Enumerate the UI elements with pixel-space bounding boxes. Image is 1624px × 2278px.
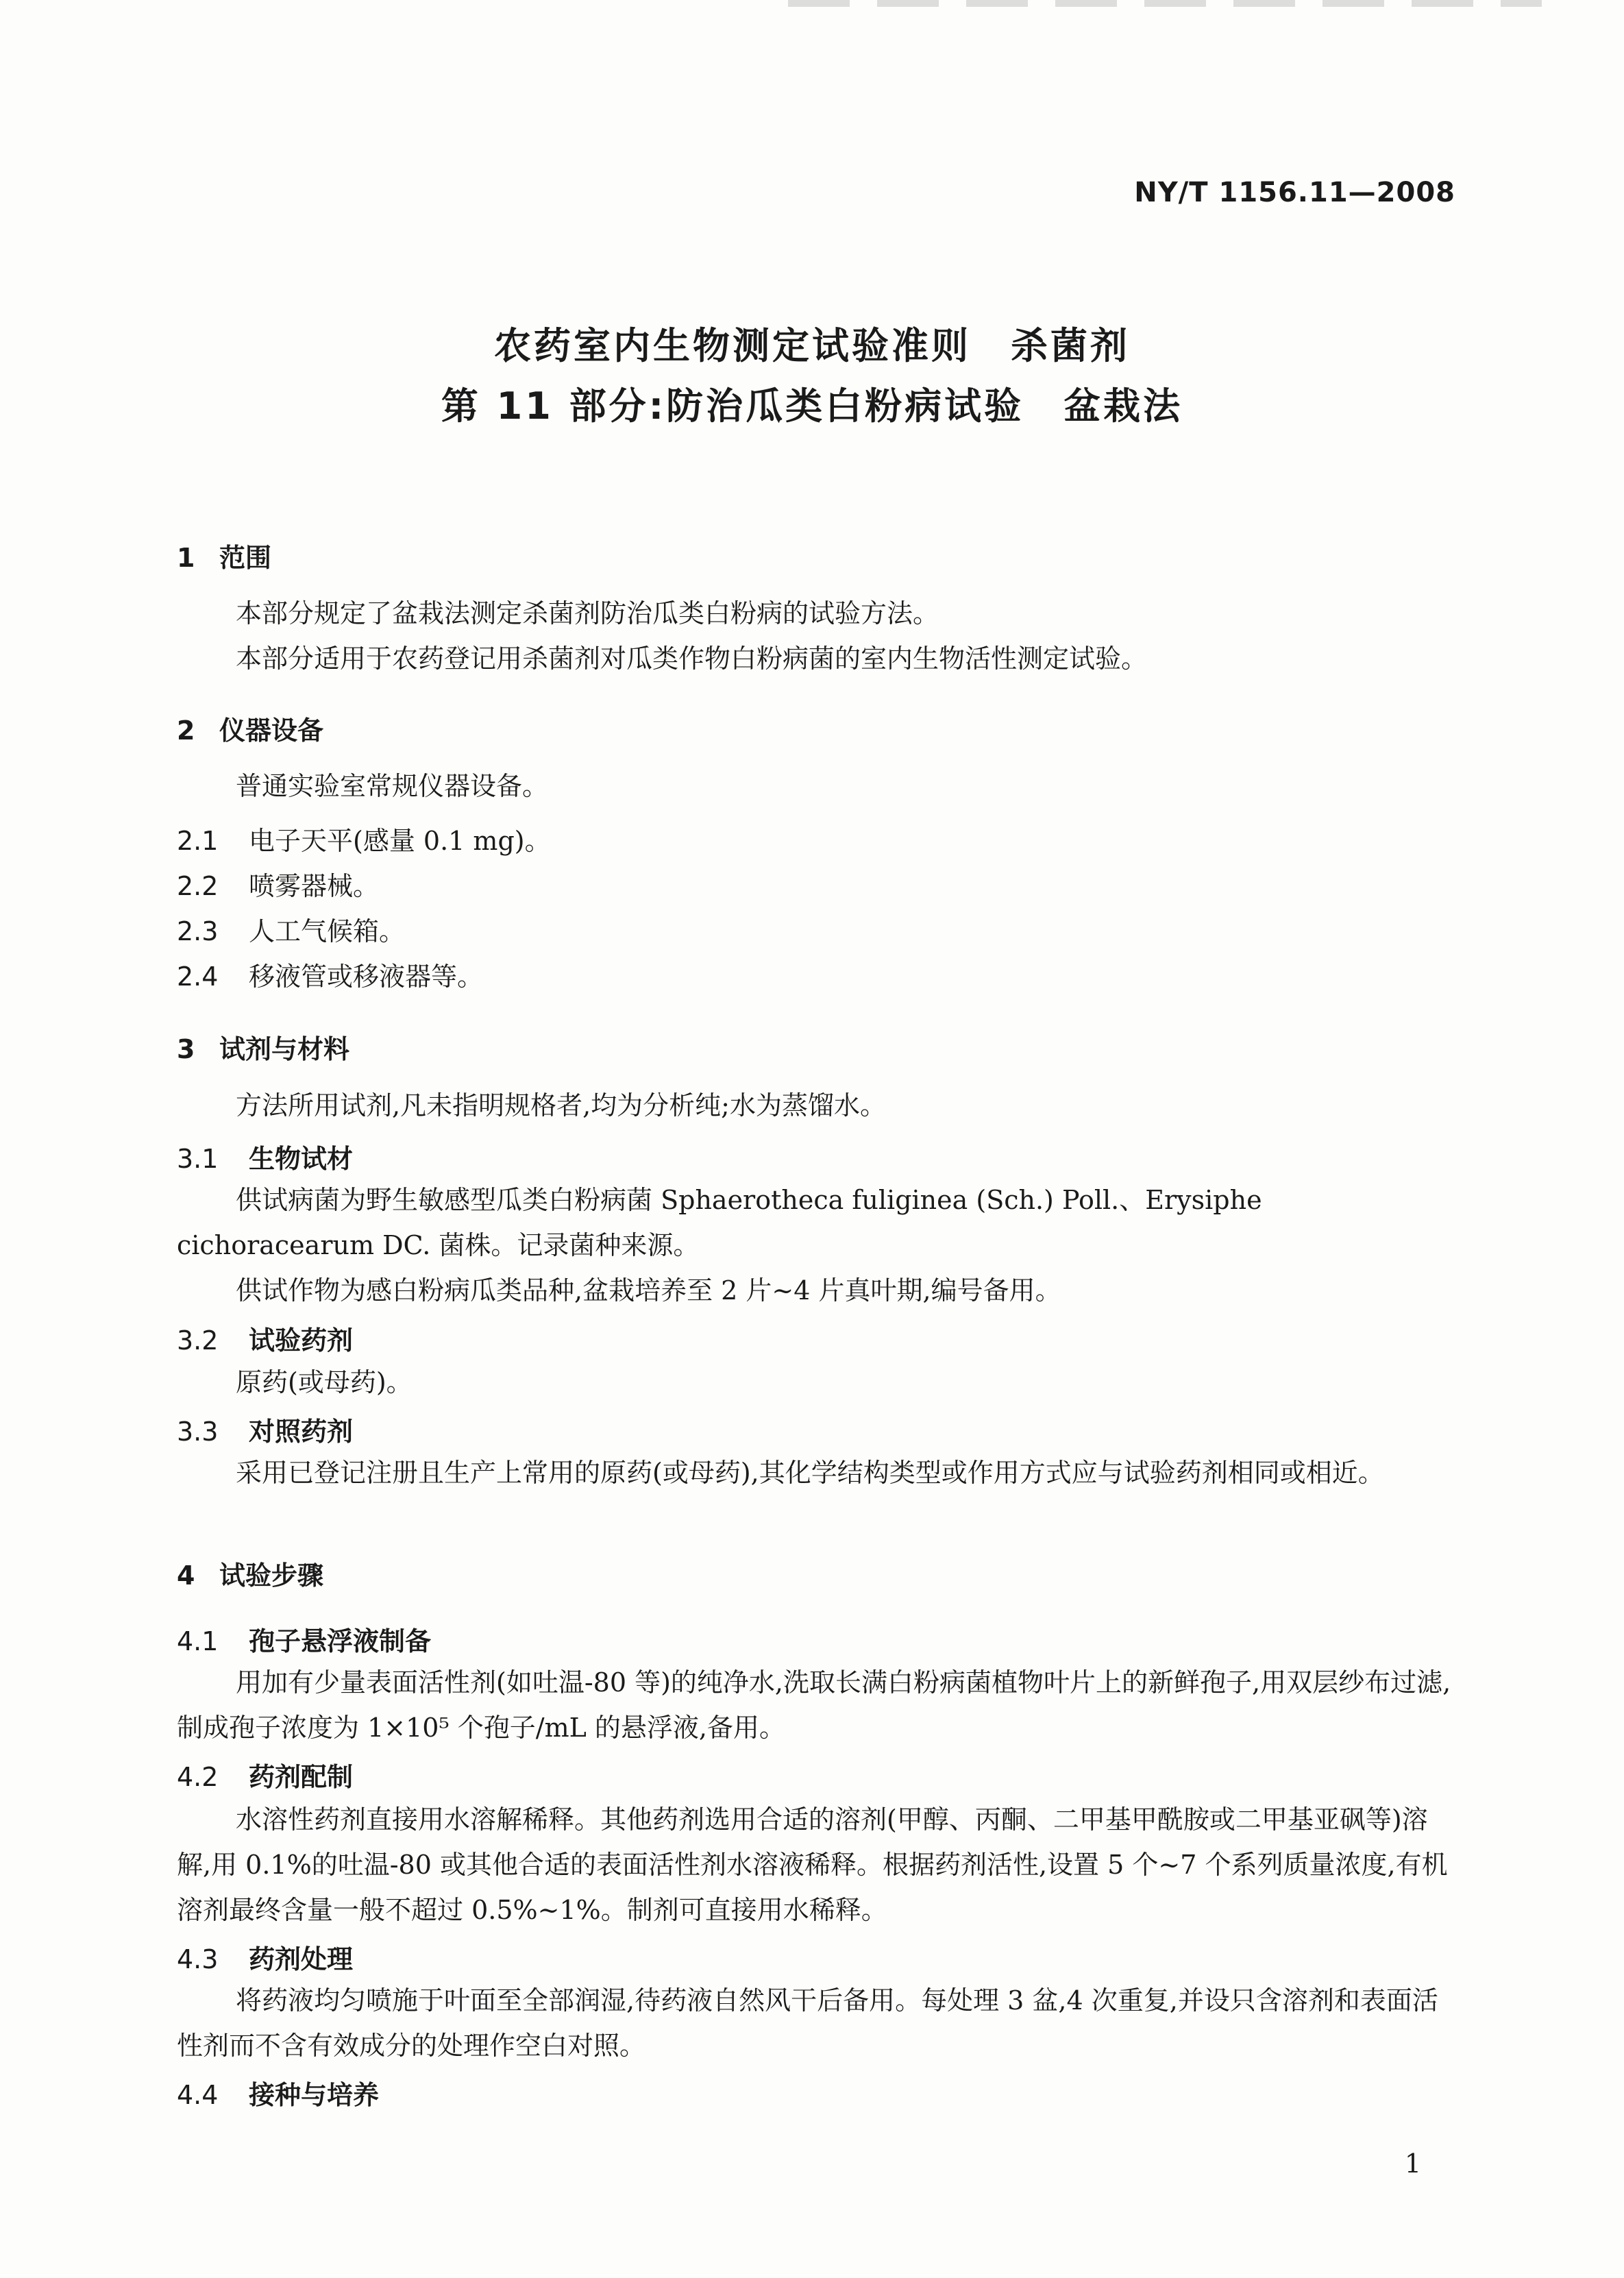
section-4-heading: 4 试验步骤 (177, 1560, 324, 1591)
section-2-para-1: 普通实验室常规仪器设备。 (236, 771, 549, 801)
subsection-3-3-para-1: 采用已登记注册且生产上常用的原药(或母药),其化学结构类型或作用方式应与试验药剂相同或相近。 (236, 1458, 1384, 1488)
item-2-3: 2.3 人工气候箱。 (177, 916, 406, 946)
item-2-4: 2.4 移液管或移液器等。 (177, 962, 484, 992)
subsection-3-1-para-2: 供试作物为感白粉病瓜类品种,盆栽培养至 2 片~4 片真叶期,编号备用。 (236, 1275, 1061, 1306)
document-title-line1: 农药室内生物测定试验准则 杀菌剂 (494, 324, 1130, 367)
subsection-4-1-heading: 4.1 孢子悬浮液制备 (177, 1626, 432, 1656)
subsection-3-3-heading: 3.3 对照药剂 (177, 1417, 354, 1447)
document-title-line2: 第 11 部分:防治瓜类白粉病试验 盆栽法 (441, 384, 1183, 428)
subsection-4-3-heading: 4.3 药剂处理 (177, 1944, 354, 1974)
subsection-3-2-para-1: 原药(或母药)。 (236, 1367, 413, 1397)
section-3-heading: 3 试剂与材料 (177, 1034, 350, 1064)
subsection-4-2-para-1: 水溶性药剂直接用水溶解稀释。其他药剂选用合适的溶剂(甲醇、丙酮、二甲基甲酰胺或二甲基亚砜等)溶解,用 0.1%的吐温-80 或其他合适的表面活性剂水溶液稀释。根据药剂活性,设置 5 个~7 个系列质量浓度,有机溶剂最终含量一般不超过 0.5%~1%。制剂可直接用水稀释。 (177, 1804, 1448, 1925)
subsection-3-1-para-1: 供试病菌为野生敏感型瓜类白粉病菌 Sphaerotheca fuliginea (Sch.) Poll.、Erysiphe cichoracearum DC. 菌株。记录菌种来源。 (177, 1185, 1262, 1260)
section-3-para-1: 方法所用试剂,凡未指明规格者,均为分析纯;水为蒸馏水。 (236, 1090, 886, 1120)
section-1-para-1: 本部分规定了盆栽法测定杀菌剂防治瓜类白粉病的试验方法。 (236, 598, 939, 628)
subsection-4-4-heading: 4.4 接种与培养 (177, 2080, 380, 2110)
subsection-4-1-para-1: 用加有少量表面活性剂(如吐温-80 等)的纯净水,洗取长满白粉病菌植物叶片上的新鲜孢子,用双层纱布过滤,制成孢子浓度为 1×10⁵ 个孢子/mL 的悬浮液,备用。 (177, 1667, 1451, 1743)
subsection-3-1-heading: 3.1 生物试材 (177, 1144, 354, 1174)
item-2-1: 2.1 电子天平(感量 0.1 mg)。 (177, 826, 551, 856)
page-number: 1 (1404, 2148, 1421, 2179)
section-1-para-2: 本部分适用于农药登记用杀菌剂对瓜类作物白粉病菌的室内生物活性测定试验。 (236, 644, 1148, 674)
subsection-4-2-heading: 4.2 药剂配制 (177, 1762, 354, 1792)
subsection-3-2-heading: 3.2 试验药剂 (177, 1325, 354, 1356)
scan-artifact (788, 0, 1542, 7)
item-2-2: 2.2 喷雾器械。 (177, 871, 380, 901)
subsection-4-3-para-1: 将药液均匀喷施于叶面至全部润湿,待药液自然风干后备用。每处理 3 盆,4 次重复,并设只含溶剂和表面活性剂而不含有效成分的处理作空白对照。 (177, 1985, 1438, 2061)
section-1-heading: 1 范围 (177, 543, 272, 573)
section-2-heading: 2 仪器设备 (177, 715, 324, 746)
standard-number: NY/T 1156.11—2008 (1134, 177, 1455, 208)
